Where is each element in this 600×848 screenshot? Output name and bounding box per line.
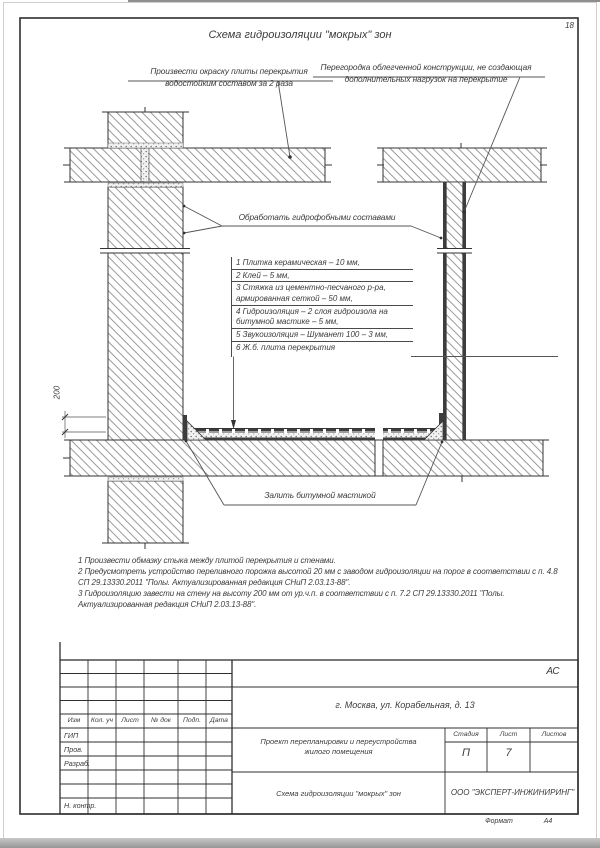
titleblock-col-izm: Изм xyxy=(67,717,81,724)
titleblock-col-data: Дата xyxy=(210,717,228,724)
note-line: 3 Гидроизоляцию завести на стену на высоту 200 мм от ур.ч.п. в соответствии с п. 7.2 СП 29.13330.2011 "Полы. Актуализированная редакция СНиП 2.03.13-88". xyxy=(78,588,505,609)
project-line: жилого помещения xyxy=(304,747,373,756)
titleblock-stage-header: Стадия xyxy=(453,731,479,738)
list-item: 4 Гидроизоляция – 2 слоя гидроизола на битумной мастике – 5 мм, xyxy=(232,306,413,330)
notes-block xyxy=(78,556,564,611)
titleblock-col-list: Лист xyxy=(121,717,139,724)
titleblock-address: г. Москва, ул. Корабельная, д. 13 xyxy=(335,700,475,710)
titleblock-row-gip: ГИП xyxy=(64,731,79,740)
titleblock-row-prov: Пров. xyxy=(64,745,83,754)
titleblock-col-podp: Подп. xyxy=(182,717,202,724)
titleblock-row-nkontr: Н. контр. xyxy=(64,801,97,810)
floor-layers-list xyxy=(231,257,413,357)
titleblock-company: ООО "ЭКСПЕРТ-ИНЖИНИРИНГ" xyxy=(450,788,575,797)
titleblock-project-name xyxy=(237,737,440,757)
titleblock-row-razrab: Разраб. xyxy=(64,759,91,768)
titleblock-col-ndok: № док xyxy=(151,717,171,724)
page-title: Схема гидроизоляции "мокрых" зон xyxy=(208,29,392,41)
annotation-light-partition xyxy=(300,62,552,85)
format-value: А4 xyxy=(543,818,553,825)
list-item: 5 Звукоизоляция – Шуманет 100 – 3 мм, xyxy=(232,329,413,342)
annotation-bitumen-mastic: Залить битумной мастикой xyxy=(264,490,376,500)
dimension-200: 200 xyxy=(52,385,62,400)
note-line: 1 Произвести обмазку стыка между плитой перекрытия и стенами. xyxy=(78,556,336,565)
list-item: 2 Клей – 5 мм, xyxy=(232,270,413,283)
annotation-line: водостойким составом за 2 раза xyxy=(165,77,293,88)
annotation-line: Перегородка облегченной конструкции, не создающая xyxy=(320,62,532,72)
project-line: Проект перепланировки и переустройства xyxy=(260,737,417,746)
format-label: Формат xyxy=(485,818,513,825)
titleblock-scheme-name: Схема гидроизоляции "мокрых" зон xyxy=(276,789,401,798)
annotation-hydrophobic: Обработать гидрофобными составами xyxy=(238,212,396,222)
annotation-line: Произвести окраску плиты перекрытия xyxy=(150,66,308,76)
list-item: 6 Ж.б. плита перекрытия xyxy=(236,343,336,352)
list-item: 3 Стяжка из цементно-песчаного р-ра, армированная сеткой – 50 мм, xyxy=(232,282,413,306)
titleblock-sheet-value: 7 xyxy=(505,747,512,759)
titleblock-col-koluch: Кол. уч xyxy=(90,717,114,724)
sheet-number: 18 xyxy=(565,21,574,30)
titleblock-sheet-header: Лист xyxy=(499,731,518,738)
annotation-line: дополнительных нагрузок на перекрытие xyxy=(344,73,508,84)
titleblock-doc-code: АС xyxy=(546,666,560,677)
titleblock-stage-value: П xyxy=(462,747,470,759)
titleblock-sheets-header: Листов xyxy=(541,731,567,738)
list-item: 1 Плитка керамическая – 10 мм, xyxy=(232,257,413,270)
note-line: 2 Предусмотреть устройство переливного порожка высотой 20 мм с заводом гидроизоляции на порог в соответствии с п. 4.8 СП 29.13330.2011 "Полы. Актуализированная редакция СНиП 2.03.13-88". xyxy=(78,566,558,587)
